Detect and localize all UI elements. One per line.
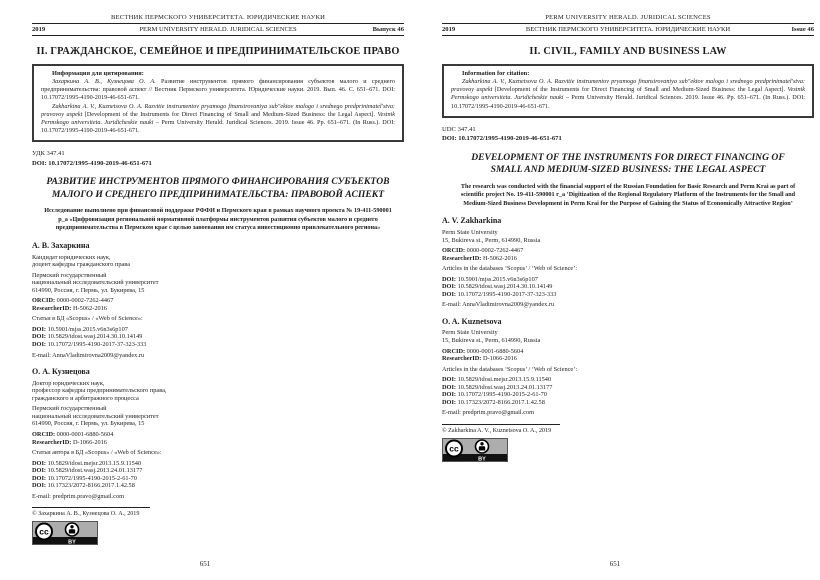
author-role: Доктор юридических наук, профессор кафедры предпринимательского права, гражданского и арбитражного процесса: [32, 379, 167, 402]
header-row: [442, 24, 814, 35]
doi-line: DOI: 10.17072/1995-4190-2015-2-61-70: [32, 474, 137, 482]
citation-heading: Information for citation:: [462, 69, 530, 77]
journal-title-mid: ВЕСТНИК ПЕРМСКОГО УНИВЕРСИТЕТА. ЮРИДИЧЕСКИЕ НАУКИ: [525, 25, 731, 33]
doi-line: DOI: 10.5901/mjss.2015.v6n3s6p107: [32, 325, 128, 333]
orcid-line: ORCID: 0000-0001-6880-5604: [32, 430, 114, 438]
running-head: [32, 14, 404, 36]
citation-russian: Захаркина А. В., Кузнецова О. А. Развитие инструментов прямого финансирования субъектов малого и среднего предпринимательства: правовой аспект // Вестник Пермского университета. Юридические науки. 2019. Вып. 46. С. 651–671. DOI: 10.17072/1995-4190-2019-46-651-671.: [41, 77, 395, 102]
author-name: O. A. Kuznetsova: [442, 316, 502, 326]
articles-label: Статьи в БД «Scopus» / «Web of Science»:: [32, 315, 143, 323]
doi-line: DOI: 10.5829/idosi.wasj.2014.30.10.14149: [442, 283, 553, 291]
author-ids: [442, 348, 814, 363]
doi-line: DOI: 10.17072/1995-4190-2015-2-61-70: [442, 391, 547, 399]
citation-box: [32, 64, 404, 143]
article-doi: DOI: 10.17072/1995-4190-2019-46-651-671: [32, 159, 152, 167]
email-line: E-mail: predprim.pravo@gmail.com: [442, 409, 535, 417]
researcherid-line: ResearcherID: D-1066-2016: [442, 355, 517, 363]
copyright-line: © Захаркина А. В., Кузнецова О. А., 2019: [32, 511, 140, 518]
doi-line: DOI: 10.5829/idosi.mejsr.2013.15.9.11540: [442, 376, 552, 384]
author-block: [442, 317, 814, 417]
header-rule: [32, 35, 404, 36]
article-title: DEVELOPMENT OF THE INSTRUMENTS FOR DIRECT FINANCING OF SMALL AND MEDIUM-SIZED BUSINESS: THE LEGAL ASPECT: [471, 151, 785, 176]
researcherid-line: ResearcherID: H-5062-2016: [32, 304, 107, 312]
footnote-rule: [32, 507, 150, 508]
author-dois: [442, 276, 814, 299]
footnote-rule: [442, 424, 560, 425]
doi-line: DOI: 10.17323/2072-8166.2017.1.42.58: [442, 398, 545, 406]
page-number: 651: [199, 560, 211, 568]
articles-label: Статьи автора в БД «Scopus» / «Web of Science»:: [32, 449, 162, 457]
journal-title-mid: PERM UNIVERSITY HERALD. JURIDICAL SCIENCES: [139, 25, 297, 33]
funding-note: The research was conducted with the financial support of the Russian Foundation for Basic Research and Perm Krai as part of scientific project No. 19-411-590001 r_a ‘Digitization of the Regional Regulatory Platform of the Instruments for the Small and Medium-Sized Business Development in Perm Krai for the Purpose of Gaining the Status of Economically Attractive Region’: [460, 182, 796, 207]
researcherid-line: ResearcherID: H-5062-2016: [442, 254, 517, 262]
udc-number: UDC 347.41: [442, 125, 476, 133]
funding-note: Исследование выполнено при финансовой поддержке РФФИ и Пермского края в рамках научного проекта № 19-411-590001 р_а «Цифровизация региональной нормативной платформы инструментов развития субъектов малого и среднего предпринимательства в Пермском крае с целью завоевания им статуса инвестиционно привлекательного региона»: [44, 207, 392, 232]
page-number: 651: [609, 560, 621, 568]
author-dois: [32, 326, 404, 349]
doi-line: DOI: 10.5901/mjss.2015.v6n3s6p107: [442, 275, 538, 283]
header-issue: Выпуск 46: [372, 25, 404, 33]
citation-heading: Информация для цитирования:: [52, 69, 144, 77]
page-footer: [32, 507, 404, 550]
author-ids: [442, 247, 814, 262]
author-dois: [442, 376, 814, 406]
udc-number: УДК 347.41: [32, 150, 65, 158]
copyright-line: © Zakharkina A. V., Kuznetsova O. A., 2019: [442, 427, 552, 434]
orcid-line: ORCID: 0000-0001-6880-5604: [442, 347, 524, 355]
running-head: [442, 14, 814, 36]
header-year: 2019: [442, 25, 456, 33]
author-block: [32, 367, 404, 500]
cc-letters: cc: [39, 526, 49, 537]
section-title: II. CIVIL, FAMILY AND BUSINESS LAW: [529, 45, 727, 57]
doi-line: DOI: 10.5829/idosi.wasj.2014.30.10.14149: [32, 333, 143, 341]
cc-by-license-badge: [442, 438, 508, 462]
doi-line: DOI: 10.5829/idosi.wasj.2013.24.01.13177: [32, 467, 143, 475]
email-line: E-mail: predprim.pravo@gmail.com: [32, 492, 125, 500]
author-name: О. А. Кузнецова: [32, 367, 90, 377]
author-name: A. V. Zakharkina: [442, 216, 502, 226]
article-doi: DOI: 10.17072/1995-4190-2019-46-651-671: [442, 135, 562, 143]
udc-doi-block: [442, 125, 814, 144]
researcherid-line: ResearcherID: D-1066-2016: [32, 438, 107, 446]
cc-by-text: BY: [68, 539, 76, 546]
right-page: [410, 0, 820, 580]
author-block: [32, 241, 404, 359]
author-role: Кандидат юридических наук, доцент кафедры гражданского права: [32, 253, 130, 269]
article-title: РАЗВИТИЕ ИНСТРУМЕНТОВ ПРЯМОГО ФИНАНСИРОВАНИЯ СУБЪЕКТОВ МАЛОГО И СРЕДНЕГО ПРЕДПРИНИМАТЕЛЬСТВА: ПРАВОВОЙ АСПЕКТ: [46, 176, 390, 200]
udc-doi-block: [32, 149, 404, 168]
citation-box: [442, 64, 814, 118]
doi-line: DOI: 10.17072/1995-4190-2017-37-323-333: [442, 290, 557, 298]
citation-authors: Захаркина А. В., Кузнецова О. А.: [52, 77, 156, 85]
author-affiliation: Perm State University 15, Bukireva st., Perm, 614990, Russia: [442, 329, 541, 345]
orcid-line: ORCID: 0000-0002-7262-4467: [442, 247, 524, 255]
author-dois: [32, 460, 404, 490]
section-title: II. ГРАЖДАНСКОЕ, СЕМЕЙНОЕ И ПРЕДПРИНИМАТЕЛЬСКОЕ ПРАВО: [36, 45, 400, 57]
header-row: [32, 24, 404, 35]
author-block: [442, 216, 814, 309]
header-rule: [442, 35, 814, 36]
doi-line: DOI: 10.17072/1995-4190-2017-37-323-333: [32, 341, 147, 348]
author-ids: [32, 297, 404, 312]
doi-line: DOI: 10.5829/idosi.wasj.2013.24.01.13177: [442, 383, 553, 391]
author-affiliation: Perm State University 15, Bukireva st., Perm, 614990, Russia: [442, 228, 541, 244]
author-name: А. В. Захаркина: [32, 240, 90, 250]
journal-title-top: ВЕСТНИК ПЕРМСКОГО УНИВЕРСИТЕТА. ЮРИДИЧЕСКИЕ НАУКИ: [110, 14, 326, 21]
citation-transliterated: Zakharkina A. V., Kuznetsova O. A. Razvitie instrumentov pryamogo finansirovaniya sub"ektov malogo i srednego predprinimatel'stva: pravovoy aspekt [Development of the Instruments for Direct Financing of Small and Medium-Sized Business: the Legal Aspect]. Vestnik Permskogo universiteta. Juridicheskie nauki – Perm University Herald. Juridical Sciences. 2019. Issue 46. Pp. 651–671. (In Russ.). DOI: 10.17072/1995-4190-2019-46-651-671.: [41, 102, 396, 135]
email-line: E-mail: AnnaVladimirovna2009@yandex.ru: [442, 301, 555, 309]
author-affiliation: Пермский государственный национальный исследовательский университет 614990, Россия, г. Пермь, ул. Букирева, 15: [32, 405, 159, 428]
cc-letters: cc: [449, 443, 459, 454]
cc-by-license-badge: [32, 521, 98, 545]
page-footer: [442, 424, 814, 467]
articles-label: Articles in the databases ‘Scopus’ / ‘Web of Science’:: [442, 265, 578, 273]
articles-label: Articles in the databases ‘Scopus’ / ‘Web of Science’:: [442, 365, 578, 373]
doi-line: DOI: 10.5829/idosi.mejsr.2013.15.9.11540: [32, 459, 142, 467]
journal-title-top: PERM UNIVERSITY HERALD. JURIDICAL SCIENCES: [545, 14, 711, 21]
author-ids: [32, 431, 404, 446]
orcid-line: ORCID: 0000-0002-7262-4467: [32, 297, 114, 305]
citation-transliterated: Zakharkina A. V., Kuznetsova O. A. Razvitie instrumentov pryamogo finansirovaniya sub"ektov malogo i srednego predprinimatel'stva: pravovoy aspekt [Development of the Instruments for Direct Financing of Small and Medium-Sized Business: the Legal Aspect]. Vestnik Permskogo universiteta. Juridicheskie nauki – Perm University Herald. Juridical Sciences. 2019. Issue 46. Pp. 651–671. (In Russ.). DOI: 10.17072/1995-4190-2019-46-651-671.: [451, 77, 806, 110]
author-affiliation: Пермский государственный национальный исследовательский университет 614990, Россия, г. Пермь, ул. Букирева, 15: [32, 271, 159, 294]
cc-by-text: BY: [478, 456, 486, 462]
header-year: 2019: [32, 25, 46, 33]
header-issue: Issue 46: [791, 25, 814, 33]
email-line: E-mail: AnnaVladimirovna2009@yandex.ru: [32, 351, 145, 359]
doi-line: DOI: 10.17323/2072-8166.2017.1.42.58: [32, 482, 135, 490]
